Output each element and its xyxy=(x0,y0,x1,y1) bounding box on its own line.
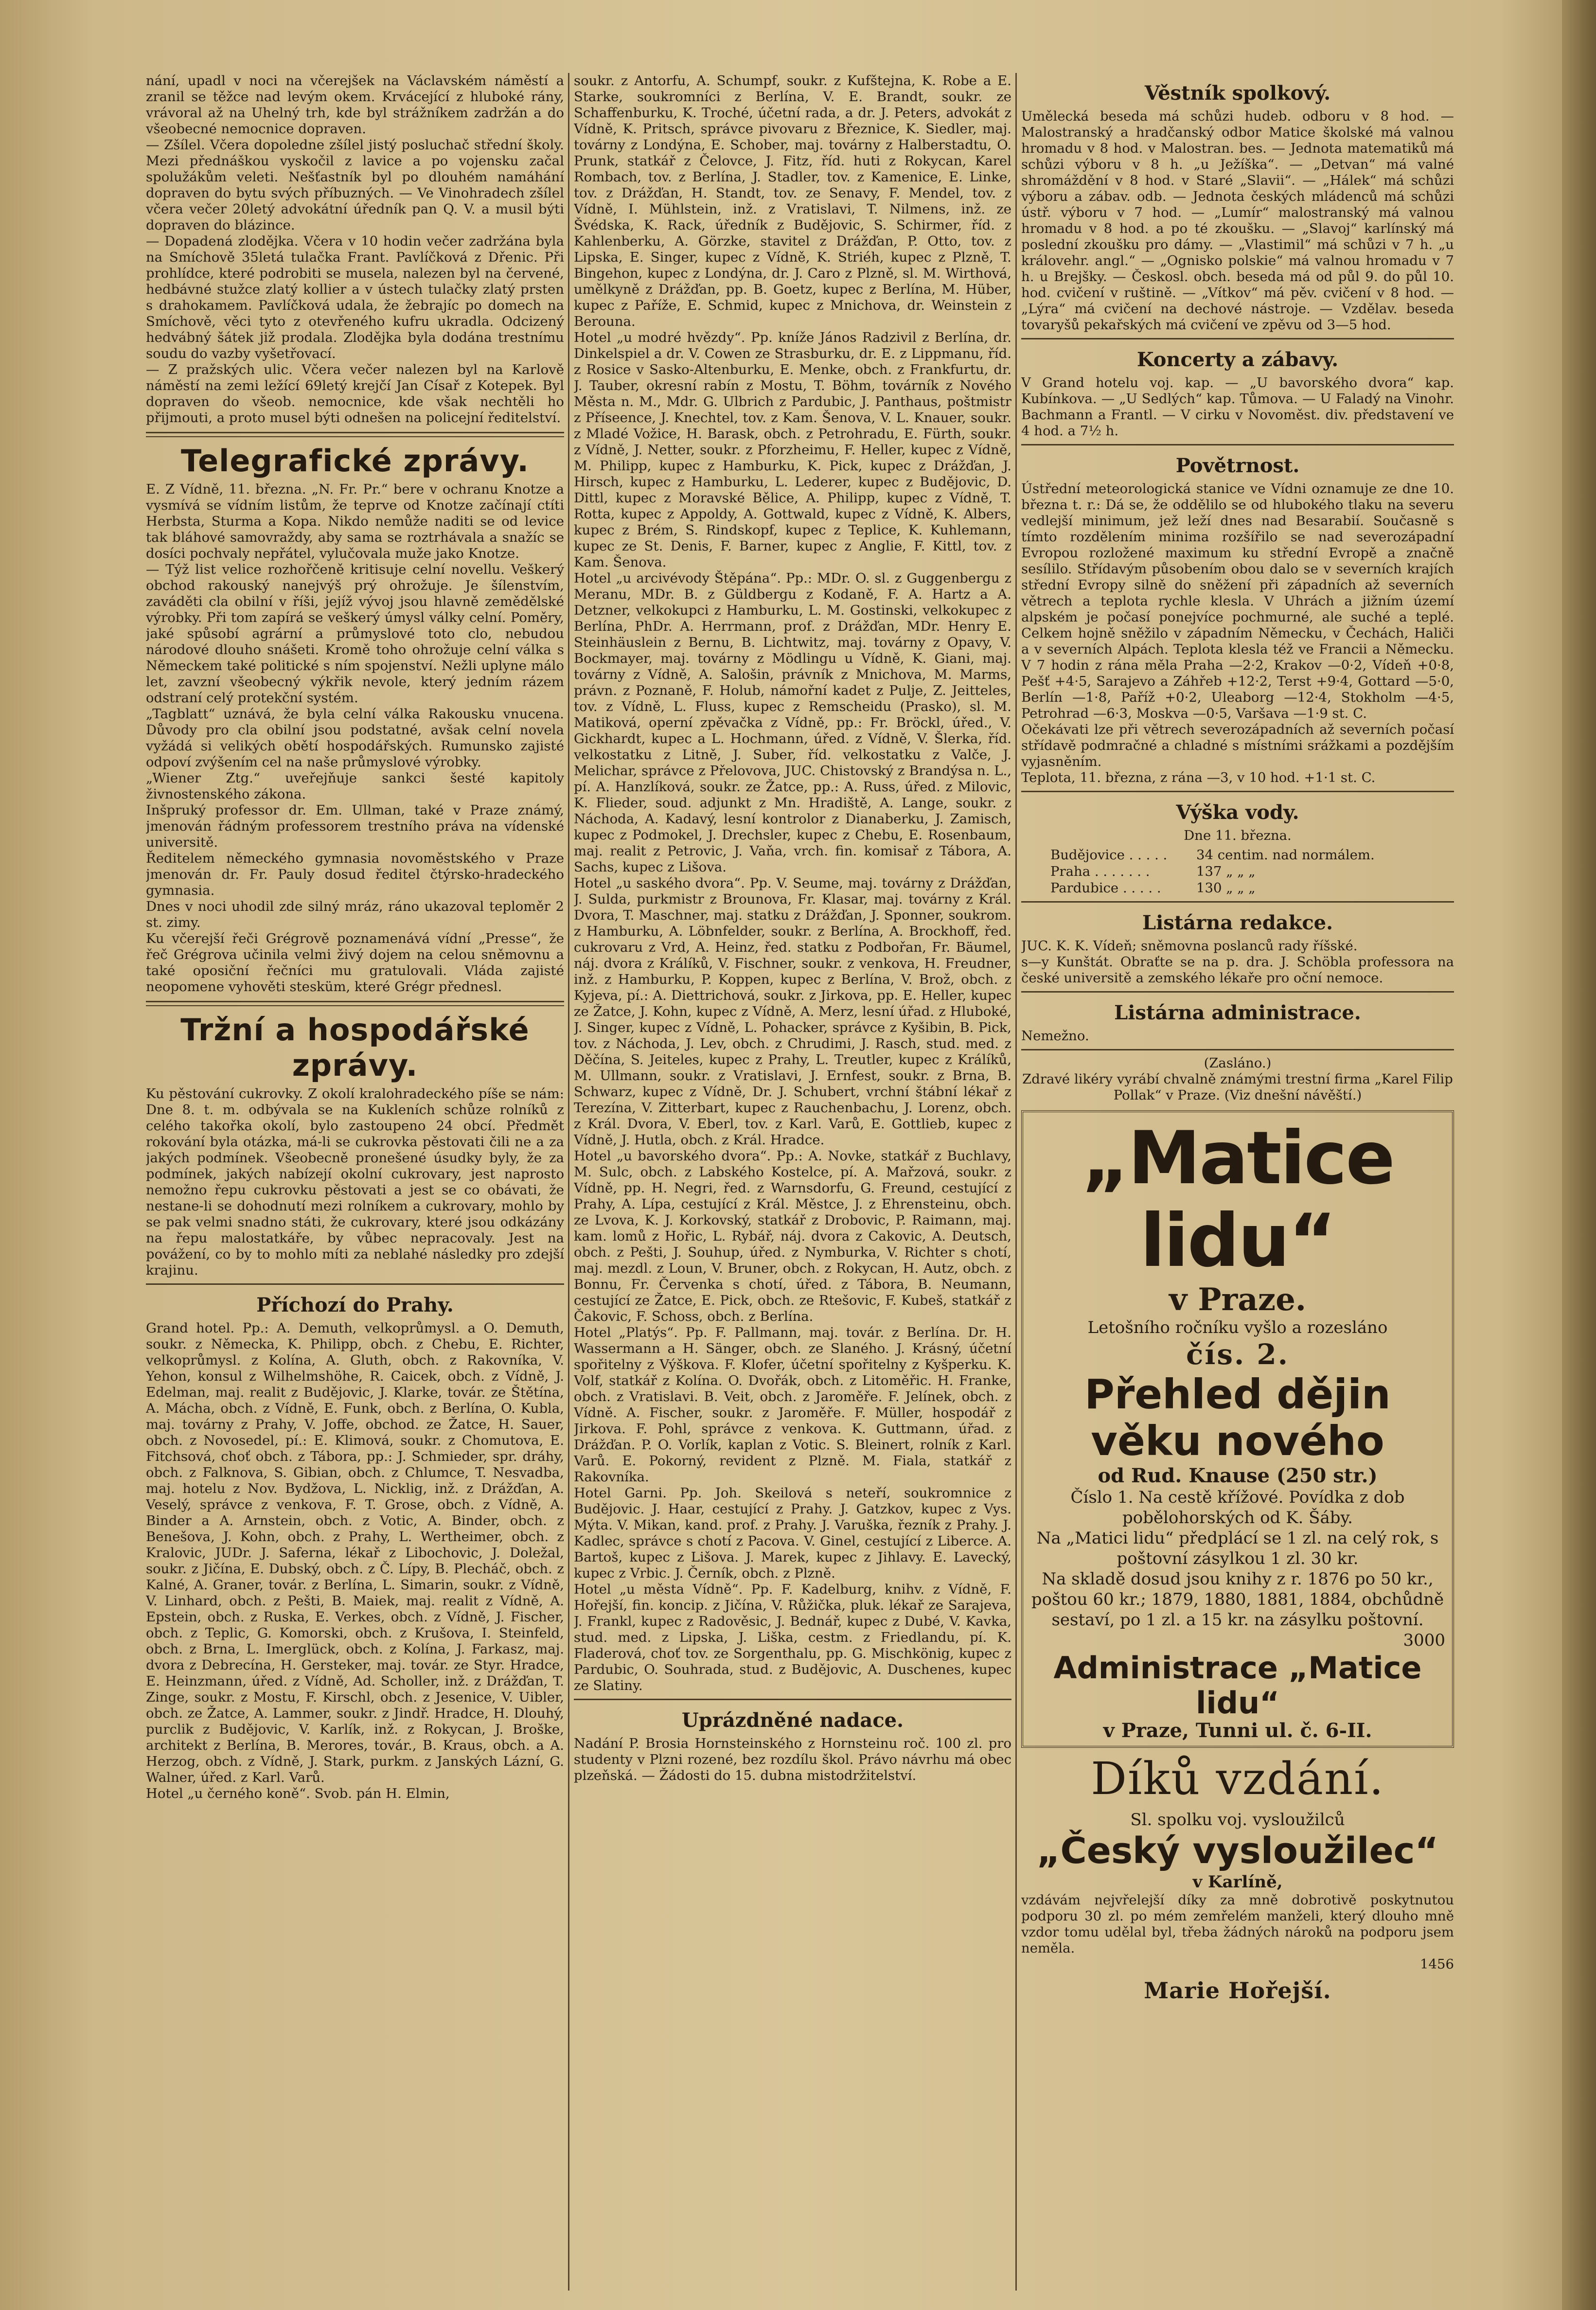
thanks-society: Sl. spolku voj. vysloužilců xyxy=(1130,1810,1345,1830)
telegraf-item: „Wiener Ztg.“ uveřejňuje sankci šesté kapitoly živnostenského zákona. xyxy=(146,770,564,802)
thanks-text: vzdávám nejvřelejší díky za mně dobrotivě poskytnutou podporu 30 zl. po mém zemřelém manželi, který dlouho mně vzdor tomu udělal byl, třeba žádných nároků na podporu jsem neměla. xyxy=(1021,1892,1454,1956)
water-level-table xyxy=(1050,847,1425,896)
zaslano-item: Zdravé likéry vyrábí chvalně známými trestní firma „Karel Filip Pollak“ v Praze. (Viz dnešní návěští.) xyxy=(1022,1071,1453,1103)
povetrnost-item: Ústřední meteorologická stanice ve Vídni oznamuje ze dne 10. března t. r.: Dá se, že oddělilo se od hlubokého tlaku na severu vedlejší minimum, jež leží dnes nad Besarabií. Současně s tímto rozdělením minima rozšířilo se nad severozápadní Evropou rozložené maximum ku střední Evropě a značně sesílilo. Střídavým působením obou dalo se v severních krajích střední Evropy silně do sněžení při západních až severních větrech a teplota rychle klesla. V Uhrách a jižním území alpském je počasí ponejvíce pochmurné, ale suché a teplé. Celkem hojně sněžilo v západním Německu, v Čechách, Haliči a v severních Alpách. Teplota klesla též ve Francii a Německu. V 7 hodin z rána měla Praha —2·2, Krakov —0·2, Vídeň +0·8, Pešť +4·5, Sarajevo a Záhřeb +12·2, Terst +9·4, Gottard —5·0, Berlín —1·8, Paříž +0·2, Uleaborg —12·4, Stokholm —4·5, Petrohrad —6·3, Moskva —0·5, Varšava —1·9 st. C. xyxy=(1021,481,1454,721)
section-heading-telegraf: Telegrafické zprávy. xyxy=(181,443,529,479)
thanks-signature: Marie Hořejší. xyxy=(1144,1977,1331,2004)
section-divider xyxy=(1021,444,1454,445)
section-divider xyxy=(1021,1049,1454,1050)
advert-book-title: Přehled dějin věku nového xyxy=(1084,1370,1391,1465)
advert-issue-number: čís. 2. xyxy=(1186,1338,1289,1371)
section-heading-vestnik: Věstník spolkový. xyxy=(1144,82,1331,105)
telegraf-item: Dnes v noci uhodil zde silný mráz, ráno ukazoval teploměr 2 st. zimy. xyxy=(146,899,564,930)
section-heading-povetrnost: Povětrnost. xyxy=(1175,454,1300,477)
article-zlodejka: — Dopadená zlodějka. Včera v 10 hodin večer zadržána byla na Smíchově 35letá tulačka Frant. Pavlíčková z Dřenic. Při prohlídce, které podrobiti se musela, nalezen byl na červené, hedbávné stužce zlatý kollier a v ústech tulačky zlatý prsten s drahokamem. Pavlíčková udala, že žebrajíc po domech na Smíchově, věci tyto z otevřeného kufru ukradla. Odcizený hedvábný šátek již prodala. Zlodějka byla dodána trestnímu soudu do vazby vyšetřovací. xyxy=(146,233,564,361)
station-name: Pardubice . . . . . xyxy=(1050,880,1161,896)
column-left xyxy=(146,73,564,2291)
advert-line: Číslo 1. Na cestě křížové. Povídka z dob pobělohorských od K. Šáby. xyxy=(1070,1488,1405,1528)
page-edge-shadow xyxy=(1562,0,1596,2310)
section-heading-vyska-vody: Výška vody. xyxy=(1176,801,1299,824)
station-name: Praha . . . . . . . xyxy=(1050,864,1150,879)
thanks-number: 1456 xyxy=(1420,1956,1454,1972)
section-divider xyxy=(146,1283,564,1285)
advert-address: v Praze, Tunni ul. č. 6-II. xyxy=(1103,1719,1372,1742)
station-value: 130 „ „ „ xyxy=(1196,880,1256,896)
section-heading-nadace: Uprázdněné nadace. xyxy=(681,1709,904,1732)
advert-author: od Rud. Knause (250 str.) xyxy=(1098,1464,1378,1487)
prichozi-list: Hotel Garni. Pp. Joh. Skeilová s neteří, soukromnice z Budějovic. J. Haar, cestující z Prahy. J. Gatzkov, kupec z Vys. Mýta. V. Mikan, kand. prof. z Prahy. J. Varuška, řezník z Prahy. J. Kadlec, správce s chotí z Pacova. V. Ginel, cestující z Liberce. A. Bartoš, kupec z Lišova. J. Marek, kupec z Jihlavy. E. Lavecký, kupec z Vrbic. J. Černík, obch. z Plzně. xyxy=(574,1485,1011,1581)
povetrnost-item: Očekávati lze při větrech severozápadních až severních počasí střídavě podmračné a chladné s místními srážkami a pozdějším vyjasněním. xyxy=(1021,722,1454,769)
article-prazske-ulice: — Z pražských ulic. Včera večer nalezen byl na Karlově náměstí na zemi ležící 69letý krejčí Jan Císař z Kotepek. Byl dopraven do všeob. nemocnice, kde však nechtěli ho přijmouti, a proto musel býti odnešen na policejní ředitelství. xyxy=(146,362,564,426)
telegraf-item: Inšpruký professor dr. Em. Ullman, také v Praze známý, jmenován řádným professorem trestního práva na vídenské universitě. xyxy=(146,802,564,850)
vyska-date: Dne 11. března. xyxy=(1184,828,1292,843)
prichozi-list: Hotel „u arcivévody Štěpána“. Pp.: MDr. O. sl. z Guggenbergu z Meranu, MDr. B. z Güldbergu z Kodaně, F. A. Hartz a A. Detzner, velkokupci z Hamburku, L. M. Gostinski, velkokupec z Berlína, PhDr. A. Herrmann, prof. z Drážďan, MDr. Henry E. Steinhäuslein z Bernu, B. Lichtwitz, maj. továrny z Opavy, V. Bockmayer, maj. továrny z Mödlingu u Vídně, K. Giani, maj. továrny z Vídně, A. Salošin, právník z Mnichova, M. Marms, právn. z Poznaně, F. Holub, námořní kadet z Pulje, Z. Jeitteles, tov. z Vídně, L. Fluss, kupec z Remscheidu (Prasko), sl. M. Matiková, operní zpěvačka z Vídně, pp.: Fr. Bröckl, úřed., V. Gickhardt, kupec a L. Hochmann, úřed. z Vídně, V. Šlerka, říd. velkostatku z Litně, J. Suber, říd. velkostatku z Valče, J. Melichar, správce z Přelovova, JUC. Chistovský z Brandýsa n. L., pí. A. Hanzlíková, soukr. ze Žatce, pp.: A. Russ, úřed. z Milovic, K. Flieder, soud. adjunkt z Mn. Hradiště, A. Lange, soukr. z Náchoda, A. Kadavý, lesní kontrolor z Dianaberku, J. Zamisch, kupec z Podmokel, J. Drechsler, kupec z Chebu, E. Rosenbaum, maj. realit z Petrovic, J. Vaňa, vrch. fin. komisař z Tábora, A. Sachs, kupec z Lišova. xyxy=(574,570,1011,875)
thanks-heading: Díků vzdání. xyxy=(1091,1753,1384,1805)
prichozi-list: Hotel „u černého koně“. Svob. pán H. Elmin, xyxy=(146,1786,450,1801)
telegraf-item: Ku včerejší řeči Grégrově poznamenává vídní „Presse“, že řeč Grégrova učinila velmi živý dojem na celou sněmovnu a také oposiční řečníci mu gratulovali. Vláda zajisté neopomene vyhověti stesküm, které Grégr přednesl. xyxy=(146,931,564,995)
station-value: 137 „ „ „ xyxy=(1196,864,1256,879)
section-heading-trzni: Tržní a hospodářské zprávy. xyxy=(180,1012,530,1083)
article-zsileni: — Zšílel. Včera dopoledne zšílel jistý posluchač střední školy. Mezi přednáškou vyskočil z lavice a po vojensku začal spolužákům veleti. Nešťastník byl po dlouhém namáhání dopraven do bytu svých příbuzných. — Ve Vinohradech zšílel včera večer 20letý advokátní úředník pan Q. V. a musil býti dopraven do blázince. xyxy=(146,137,564,233)
advert-title: „Matice lidu“ xyxy=(1082,1116,1394,1283)
station-value: 34 centim. nad normálem. xyxy=(1196,847,1375,863)
prichozi-list: Hotel „u saského dvora“. Pp. V. Seume, maj. továrny z Drážďan, J. Sulda, purkmistr z Brounova, Fr. Klasar, maj. továrny z Král. Dvora, T. Maschner, maj. statku z Drážďan, J. Sponner, soukrom. z Hamburku, A. Löbnfelder, soukr. z Berlína, A. Brockhoff, řed. cukrovaru z Vrd, A. Heinz, řed. statku z Podbořan, Fr. Bäumel, náj. dvora z Králíků, V. Fischner, soukr. z venkova, H. Freudner, inž. z Hamburku, P. Koppen, kupec z Berlína, V. Brož, obch. z Kyjeva, pí.: A. Diettrichová, soukr. z Jirkova, pp. E. Heller, kupec ze Žatce, J. Kohn, kupec z Vídně, A. Merz, lesní úřad. z Hluboké, J. Singer, kupec z Vídně, L. Pohacker, správce z Kyšibin, B. Pick, tov. z Náchoda, J. Lev, obch. z Chrudimi, J. Rasch, stud. med. z Děčína, S. Jeiteles, kupec z Prahy, L. Treutler, kupec z Králíků, M. Ullmann, soukr. z Vratislavi, J. Ernfest, soukr. z Brna, B. Schwarz, kupec z Vídně, Dr. J. Schubert, vrchní štábní lékař z Terezína, V. Zitterbart, kupec z Rauchenbachu, J. Lorenz, obch. z Král. Dvora, V. Eberl, tov. z Karl. Varů, E. Gottlieb, kupec z Vídně, J. Hutla, obch. z Král. Hradce. xyxy=(574,875,1011,1148)
koncerty-item: V Grand hotelu voj. kap. — „U bavorského dvora“ kap. Kubínkova. — „U Sedlých“ kap. Tůmova. — U Faladý na Vinohr. Bachmann a Frantl. — V cirku v Novoměst. div. představení ve 4 hod. a 7½ h. xyxy=(1021,375,1454,439)
section-divider xyxy=(574,1699,1011,1700)
trzni-item: Ku pěstování cukrovky. Z okolí kralohradeckého píše se nám: Dne 8. t. m. odbývala se na Kukleních schůze rolníků z celého takořka okolí, bylo zastoupeno 24 obcí. Předmět rokování byla otázka, má-li se cukrovka pěstovati čili ne a za jakých podmínek. Všeobecně pronešené úsudky byly, že za podmínek, jakých nabízejí okolní cukrovary, jest naprosto nemožno řepu cukrovku pěstovati a jest se co obávati, že nestane-li se dohodnutí mezi rolníkem a cukrovary, mohlo by se pak velmi snadno státi, že cukrovary, které jsou odkázány na řepu malostatkáře, by vůbec nepracovaly. Jest na povážení, co by to mohlo míti za neblahé následky pro zdejší krajinu. xyxy=(146,1086,564,1278)
povetrnost-item: Teplota, 11. března, z rána —3, v 10 hod. +1·1 st. C. xyxy=(1021,770,1376,785)
prichozi-list: Hotel „Platýs“. Pp. F. Pallmann, maj. továr. z Berlína. Dr. H. Wassermann a H. Sänger, obch. ze Slaného. J. Krásný, účetní spořitelny z Výškova. F. Klofer, účetní spořitelny z Kyšperku. K. Volf, statkář z Kolína. O. Dvořák, obch. z Litoměřic. H. Franke, obch. z Vratislavi. B. Veit, obch. z Jaroměře. F. Jelínek, obch. z Vídně. A. Fischer, soukr. z Jaroměře. F. Müller, hospodář z Jirkova. F. Pohl, správce z venkova. K. Guttmann, úřad. z Drážďan. P. O. Vorlík, kaplan z Votic. S. Bleinert, rolník z Karl. Varů. E. Pokorný, revident z Plzně. M. Fiala, statkář z Rakovníka. xyxy=(574,1325,1011,1485)
listarna-item: JUC. K. K. Vídeň; sněmovna poslanců rady říšské. xyxy=(1021,938,1358,954)
column-rule xyxy=(568,73,569,2291)
section-divider xyxy=(146,432,564,437)
prichozi-list: Hotel „u města Vídně“. Pp. F. Kadelburg, knihv. z Vídně, F. Hořejší, fin. koncip. z Jičína, V. Růžička, pluk. lékař ze Sarajeva, J. Frankl, kupec z Radověsic, J. Bednář, kupec z Dubé, V. Kavka, stud. med. z Lipska, J. Liška, cestm. z Friedlandu, pí. K. Fladerová, choť tov. ze Sorgenthalu, pp. G. Mischkönig, kupec z Pardubic, O. Souhrada, stud. z Budějovic, A. Duschenes, kupec ze Slatiny. xyxy=(574,1581,1011,1693)
telegraf-item: Ředitelem německého gymnasia novoměstského v Praze jmenován dr. Fr. Pauly dosud ředitel čtýrsko-hradeckého gymnasia. xyxy=(146,851,564,898)
section-heading-koncerty: Koncerty a zábavy. xyxy=(1136,348,1339,371)
station-name: Budějovice . . . . . xyxy=(1050,847,1168,863)
admin-item: Nemežno. xyxy=(1021,1028,1089,1044)
table-row xyxy=(1050,863,1425,880)
section-divider xyxy=(146,1001,564,1006)
telegraf-item: — Týž list velice rozhořčeně kritisuje celní novellu. Veškerý obchod rakouský nanejvýš prý ohrožuje. Je šílenstvím, zaváděti cla obilní v říši, jejíž vývoj jsou hlavně zemědělské výrobky. Při tom zapírá se veškerý úmysl války celní. Poměry, jaké spůsobí agrární a průmyslové toto clo, nebudou národové dlouho snášeti. Kromě toho ohrožuje celní válka s Německem také politické s ním spojenství. Nežli uplyne málo let, zavzní všeobecný výkřik nevole, který jedním rázem odstraní celý protekční systém. xyxy=(146,562,564,706)
column-rule xyxy=(1015,73,1017,2291)
nadace-item: Nadání P. Brosia Hornsteinského z Hornsteinu roč. 100 zl. pro studenty v Plzni rozené, bez rozdílu škol. Právo návrhu má obec plzeňská. — Žádosti do 15. dubna mistodržitelství. xyxy=(574,1736,1011,1783)
telegraf-item: „Tagblatt“ uznává, že byla celní válka Rakousku vnucena. Důvody pro cla obilní jsou podstatné, avšak celní novela vyžádá si velikých obětí hospodářských. Rumunsko zajisté odpoví zvýšením cel na naše průmyslové výrobky. xyxy=(146,706,564,770)
table-row xyxy=(1050,880,1425,896)
section-divider xyxy=(1021,901,1454,903)
vestnik-item: Umělecká beseda má schůzi hudeb. odboru v 8 hod. — Malostranský a hradčanský odbor Matice školské má valnou hromadu v 8 hod. v Malostran. bes. — Jednota matematiků má schůzi výboru v 8 h. „u Ježíška“. — „Detvan“ má valné shromáždění v 8 hod. v Staré „Slavii“. — „Hálek“ má schůzi výboru a zábav. odb. — Jednota českých mládenců má schůzi ústř. výboru v 7 hod. — „Lumír“ malostranský má valnou hromadu v 8 hod. a po té zkoušku. — „Slavoj“ karlínský má poslední zkoušku pro dámy. — „Vlastimil“ má schůzi v 7 h. „u královehr. angl.“ — „Ognisko polskie“ má valnou hromadu v 7 h. u Brejšky. — Českosl. obch. beseda má od půl 9. do půl 10. hod. cvičení v ruštině. — „Vítkov“ má pěv. cvičení v 8 hod. — „Lýra“ má cvičení na dechové nástroje. — Vzdělav. beseda tovaryšů pekařských má cvičení ve zpěvu od 3—5 hod. xyxy=(1021,108,1454,333)
section-divider xyxy=(1021,338,1454,339)
prichozi-list: soukr. z Antorfu, A. Schumpf, soukr. z Kufštejna, K. Robe a E. Starke, soukromníci z Berlína, V. E. Brandt, soukr. ze Schaffenburku, K. Troché, účetní rada, a dr. J. Peters, advokát z Vídně, K. Pritsch, správce pivovaru z Březnice, K. Siedler, maj. továrny z Londýna, E. Schober, maj. továrny z Halberstadtu, O. Prunk, statkář z Čelovce, J. Fitz, říd. huti z Rokycan, Karel Rombach, tov. z Berlína, J. Stadler, tov. z Kamenice, E. Linke, tov. z Drážďan, H. Standt, tov. ze Senavy, F. Mendel, tov. z Vídně, I. Mühlstein, inž. z Vratislavi, T. Nilmens, inž. ze Švédska, K. Rack, úředník z Budějovic, S. Schirmer, říd. z Kahlenberku, A. Görzke, stavitel z Drážďan, P. Otto, tov. z Lipska, E. Singer, kupec z Vídně, K. Striéh, kupec z Plzně, T. Bingehon, kupec z Londýna, dr. J. Caro z Plzně, sl. M. Wirthová, umělkyně z Drážďan, pp. B. Goetz, kupec z Berlína, M. Hüber, kupec z Paříže, E. Schmid, kupec z Mnichova, dr. Weinstein z Berouna. xyxy=(574,73,1011,329)
zaslano-label: (Zasláno.) xyxy=(1204,1055,1272,1071)
advert-line: Letošního ročníku vyšlo a rozesláno xyxy=(1087,1318,1388,1337)
section-divider xyxy=(1021,991,1454,993)
table-row xyxy=(1050,847,1425,863)
advert-line: Na skladě dosud jsou knihy z r. 1876 po 50 kr., poštou 60 kr.; 1879, 1880, 1881, 1884, obchůdně sestaví, po 1 zl. a 15 kr. na zásylku poštovní. xyxy=(1031,1569,1444,1630)
section-divider xyxy=(1021,791,1454,792)
listarna-item: s—y Kunštát. Obraťte se na p. dra. J. Schöbla professora na české universitě a zemského lékaře pro oční nemoce. xyxy=(1021,954,1454,986)
prichozi-list: Hotel „u bavorského dvora“. Pp.: A. Novke, statkář z Buchlavy, M. Sulc, obch. z Labského Kostelce, pí. A. Mařzová, soukr. z Vídně, pp. H. Negri, řed. z Warnsdorfu, G. Freund, cestující z Prahy, A. Lípa, cestující z Král. Městce, J. z Ehrensteinu, obch. ze Lvova, K. J. Korkovský, statkář z Drobovic, P. Raimann, maj. kam. lomů z Hořic, L. Rybář, náj. dvora z Cakovic, A. Deutsch, obch. z Pešti, J. Souhup, úřed. z Nymburka, V. Richter s chotí, maj. mezdl. z Loun, V. Bruner, obch. z Rokycan, H. Autz, obch. z Bonnu, Fr. Červenka s chotí, úřed. z Tábora, B. Neumann, cestující ze Žatce, E. Pick, obch. ze Rtešovic, F. Kubeš, statkář z Čakovic, F. Schoss, obch. z Berlína. xyxy=(574,1148,1011,1324)
prichozi-list: Hotel „u modré hvězdy“. Pp. kníže János Radzivil z Berlína, dr. Dinkelspiel a dr. V. Cowen ze Strasburku, dr. E. z Lippmanu, říd. z Rosice v Sasko-Altenburku, E. Menke, obch. z Frankfurtu, dr. J. Tauber, okresní rabín z Mostu, T. Böhm, továrník z Nového Města n. M., Mdr. G. Ulbrich z Pardubic, J. Panthaus, poštmistr z Příseence, J. Knechtel, tov. z Kam. Šenova, V. L. Knauer, soukr. z Mladé Vožice, H. Barask, obch. z Petrohradu, E. Fürth, soukr. z Vídně, J. Netter, soukr. z Pforzheimu, F. Heller, kupec z Vídně, M. Philipp, kupec z Hamburku, K. Pick, kupec z Drážďan, J. Hirsch, kupec z Hamburku, L. Lederer, kupec z Budějovic, D. Dittl, kupec z Moravské Bělice, A. Philipp, kupec z Vídně, T. Rotta, kupec z Appoldy, A. Gottwald, kupec z Vídně, K. Albers, kupec z Brém, S. Rindskopf, kupec z Teplice, K. Kuhlemann, kupec ze St. Denis, F. Barner, kupec z Anglie, F. Kittl, tov. z Kam. Šenova. xyxy=(574,330,1011,570)
section-heading-prichozi: Příchozí do Prahy. xyxy=(256,1294,454,1316)
advert-city: v Praze. xyxy=(1169,1281,1307,1318)
matice-lidu-advert xyxy=(1021,1110,1454,1748)
advert-number: 3000 xyxy=(1403,1631,1445,1650)
section-heading-listarna-redakce: Listárna redakce. xyxy=(1142,911,1333,934)
thanks-place: v Karlíně, xyxy=(1192,1872,1283,1892)
telegraf-item: E. Z Vídně, 11. března. „N. Fr. Pr.“ bere v ochranu Knotze a vysmívá se vídním listům, že teprve od Knotze začínají ctíti Herbsta, Sturma a Kopa. Nikdo nemůže naditi se od levice tak bláhové samovraždy, aby sama se roztrhávala a snažíc se dosíci pochvaly nepřátel, vylučovala muže jako Knotze. xyxy=(146,481,564,561)
thanks-society-name: „Český vysloužilec“ xyxy=(1036,1830,1439,1872)
column-right xyxy=(1021,73,1454,2291)
advert-line: Na „Matici lidu“ předplácí se 1 zl. na celý rok, s poštovní zásylkou 1 zl. 30 kr. xyxy=(1036,1528,1439,1568)
column-middle xyxy=(574,73,1011,2291)
section-heading-listarna-admin: Listárna administrace. xyxy=(1114,1001,1361,1024)
prichozi-list: Grand hotel. Pp.: A. Demuth, velkoprůmysl. a O. Demuth, soukr. z Německa, K. Philipp, obch. z Chebu, E. Richter, velkoprůmysl. z Kolína, A. Gluth, obch. z Rakovníka, V. Yehon, konsul z Wilhelmshöhe, R. Caicek, obch. z Vídně, J. Edelman, maj. realit z Budějovic, J. Klarke, továr. ze Štětína, A. Mácha, obch. z Vídně, E. Funk, obch. z Berlína, O. Kubla, maj. továrny z Prahy, V. Joffe, obchod. ze Žatce, H. Sauer, obch. z Novosedel, pí.: E. Klimová, soukr. z Chomutova, E. Fitchsová, choť obch. z Tábora, pp.: J. Schmieder, spr. dráhy, obch. z Falknova, S. Gibian, obch. z Chlumce, T. Nesvadba, maj. hotelu z Nov. Bydžova, L. Nicklig, inž. z Drážďan, A. Veselý, správce z venkova, F. T. Grose, obch. z Vídně, A. Binder a A. Arnstein, obch. z Votic, A. Binder, obch. z Benešova, J. Kohn, obch. z Prahy, L. Wertheimer, obch. z Kralovic, JUDr. J. Saferna, lékař z Libochovic, J. Doležal, soukr. z Jičína, E. Dubský, obch. z Č. Lípy, B. Plecháč, obch. z Kalné, A. Graner, továr. z Berlína, L. Simarin, soukr. z Vídně, V. Linhard, obch. z Pešti, B. Maiek, maj. realit z Vídně, A. Epstein, obch. z Ruska, E. Verkes, obch. z Vídně, J. Fischer, obch. z Teplic, G. Komorski, obch. z Krušova, I. Steinfeld, obch. z Brna, L. Imerglück, obch. z Kolína, J. Farkasz, maj. dvora z Debrecína, H. Gersteker, maj. továr. ze Styr. Hradce, E. Heinzmann, úřed. z Vídně, Ad. Scholler, inž. z Drážďan, T. Zinge, soukr. z Mostu, F. Kirschl, obch. z Jesenice, V. Uibler, obch. ze Žatce, A. Lammer, soukr. z Jindř. Hradce, H. Dlouhý, purclik z Budějovic, V. Karlík, inž. z Rokycan, J. Broške, architekt z Berlína, B. Merores, továr., B. Kraus, obch. a A. Herzog, obch. z Vídně, J. Stark, purkm. z Janských Lázní, G. Walner, úřed. z Karl. Varů. xyxy=(146,1320,564,1785)
article-intro: nání, upadl v noci na včerejšek na Václavském náměstí a zranil se těžce nad levým okem. Krvácející z hluboké rány, vrávoral až na Uhelný trh, kde byl strážníkem zadržán a do všeobecné nemocnice dopraven. xyxy=(146,73,564,137)
advert-administration: Administrace „Matice lidu“ xyxy=(1053,1650,1422,1721)
